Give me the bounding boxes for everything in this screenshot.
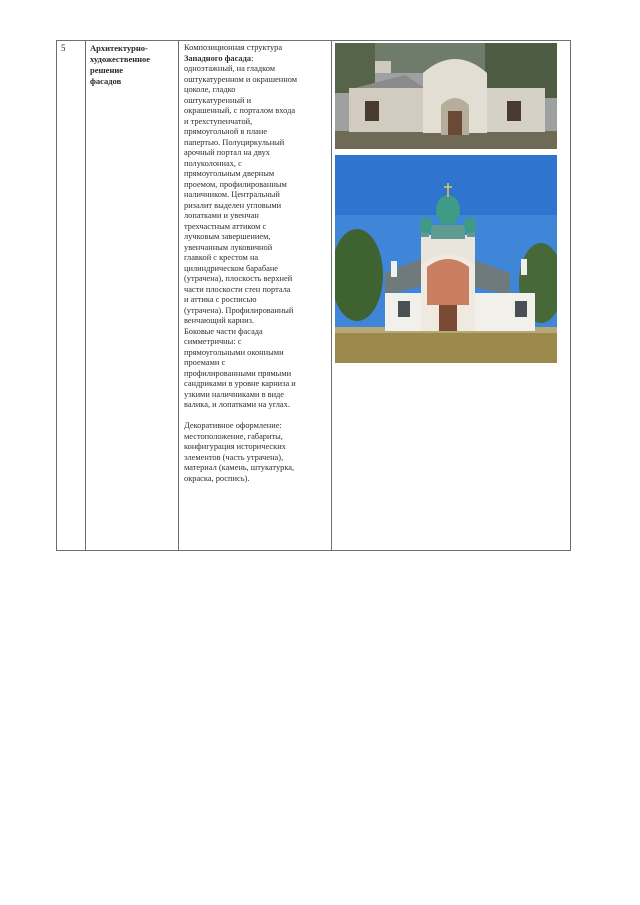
description-line: наличником. Центральный xyxy=(184,190,280,199)
description-line: венчающий карниз. xyxy=(184,316,255,325)
decor-line: окраска, роспись). xyxy=(184,473,250,483)
facade-label: Западного фасада xyxy=(184,53,252,63)
description-line: окрашенный, с порталом входа xyxy=(184,106,296,115)
description-intro: Композиционная структура xyxy=(184,43,283,52)
description-line: профилированными прямыми xyxy=(184,368,292,378)
description-line: ризалит выделен угловыми xyxy=(184,200,282,210)
decor-line: местоположение, габариты, xyxy=(184,431,283,441)
row-number-cell xyxy=(57,41,86,551)
description-cell xyxy=(179,41,332,551)
description-line: (утрачена). Профилированный xyxy=(184,305,294,315)
element-name-line: художественное xyxy=(90,54,151,64)
decor-line: конфигурация исторических xyxy=(184,442,286,451)
description-body xyxy=(184,64,328,411)
description-line: (утрачена), плоскость верхней xyxy=(184,274,293,283)
description-line: прямоугольной в плане xyxy=(184,127,268,136)
element-name-line: фасадов xyxy=(90,76,122,86)
element-name-line: решение xyxy=(90,65,124,75)
restored-church-photo xyxy=(335,155,557,363)
description-line: цилиндрическом барабане xyxy=(184,263,279,273)
decor-paragraph xyxy=(184,421,328,484)
element-name-line: Архитектурно- xyxy=(90,43,148,53)
description-line: одноэтажный, на гладком xyxy=(184,64,276,73)
decor-line: Декоративное оформление: xyxy=(184,421,282,430)
facade-heading: Западного фасада: xyxy=(184,53,254,63)
decor-line: элементов (часть утрачена), xyxy=(184,452,284,462)
table-row xyxy=(57,41,571,551)
description-line: папертью. Полуциркульный xyxy=(184,137,285,147)
description-line: части плоскости стен портала xyxy=(184,284,291,294)
description-line: Боковые части фасада xyxy=(184,326,263,336)
description-line: лопатками и увенчан xyxy=(184,211,259,220)
element-name-cell xyxy=(86,41,179,551)
description-line: лучковым завершением, xyxy=(184,232,271,241)
description-line: прямоугольным дверным xyxy=(184,169,275,178)
description-line: и аттика с росписью xyxy=(184,295,257,304)
description-line: арочный портал на двух xyxy=(184,148,270,157)
description-line: полуколоннах, с xyxy=(184,158,242,168)
description-line: увенчанным луковичной xyxy=(184,242,273,252)
description-line: оштукатуренный и xyxy=(184,95,252,105)
heritage-table xyxy=(56,40,571,551)
description-line: трехчастным аттиком с xyxy=(184,221,267,231)
facade-photo-old xyxy=(335,43,557,149)
photos-cell xyxy=(332,41,571,551)
description-text xyxy=(179,41,331,484)
description-line: симметричны: с xyxy=(184,337,242,346)
description-line: узкими наличниками в виде xyxy=(184,389,285,399)
description-line: оштукатуренном и окрашенном xyxy=(184,74,298,84)
description-line: проемом, профилированным xyxy=(184,179,287,189)
description-line: прямоугольными оконными xyxy=(184,347,284,357)
facade-photo-restored xyxy=(335,155,557,363)
description-line: цоколе, гладко xyxy=(184,85,236,94)
description-line: и трехступенчатой, xyxy=(184,116,253,126)
decor-line: материал (камень, штукатурка, xyxy=(184,463,295,472)
old-church-photo xyxy=(335,43,557,149)
description-line: проемами с xyxy=(184,358,226,367)
row-number: 5 xyxy=(61,43,66,53)
description-line: сандриками в уровне карниза и xyxy=(184,379,296,388)
description-line: валика, и лопатками на углах. xyxy=(184,400,290,409)
description-line: главкой с крестом на xyxy=(184,253,259,262)
